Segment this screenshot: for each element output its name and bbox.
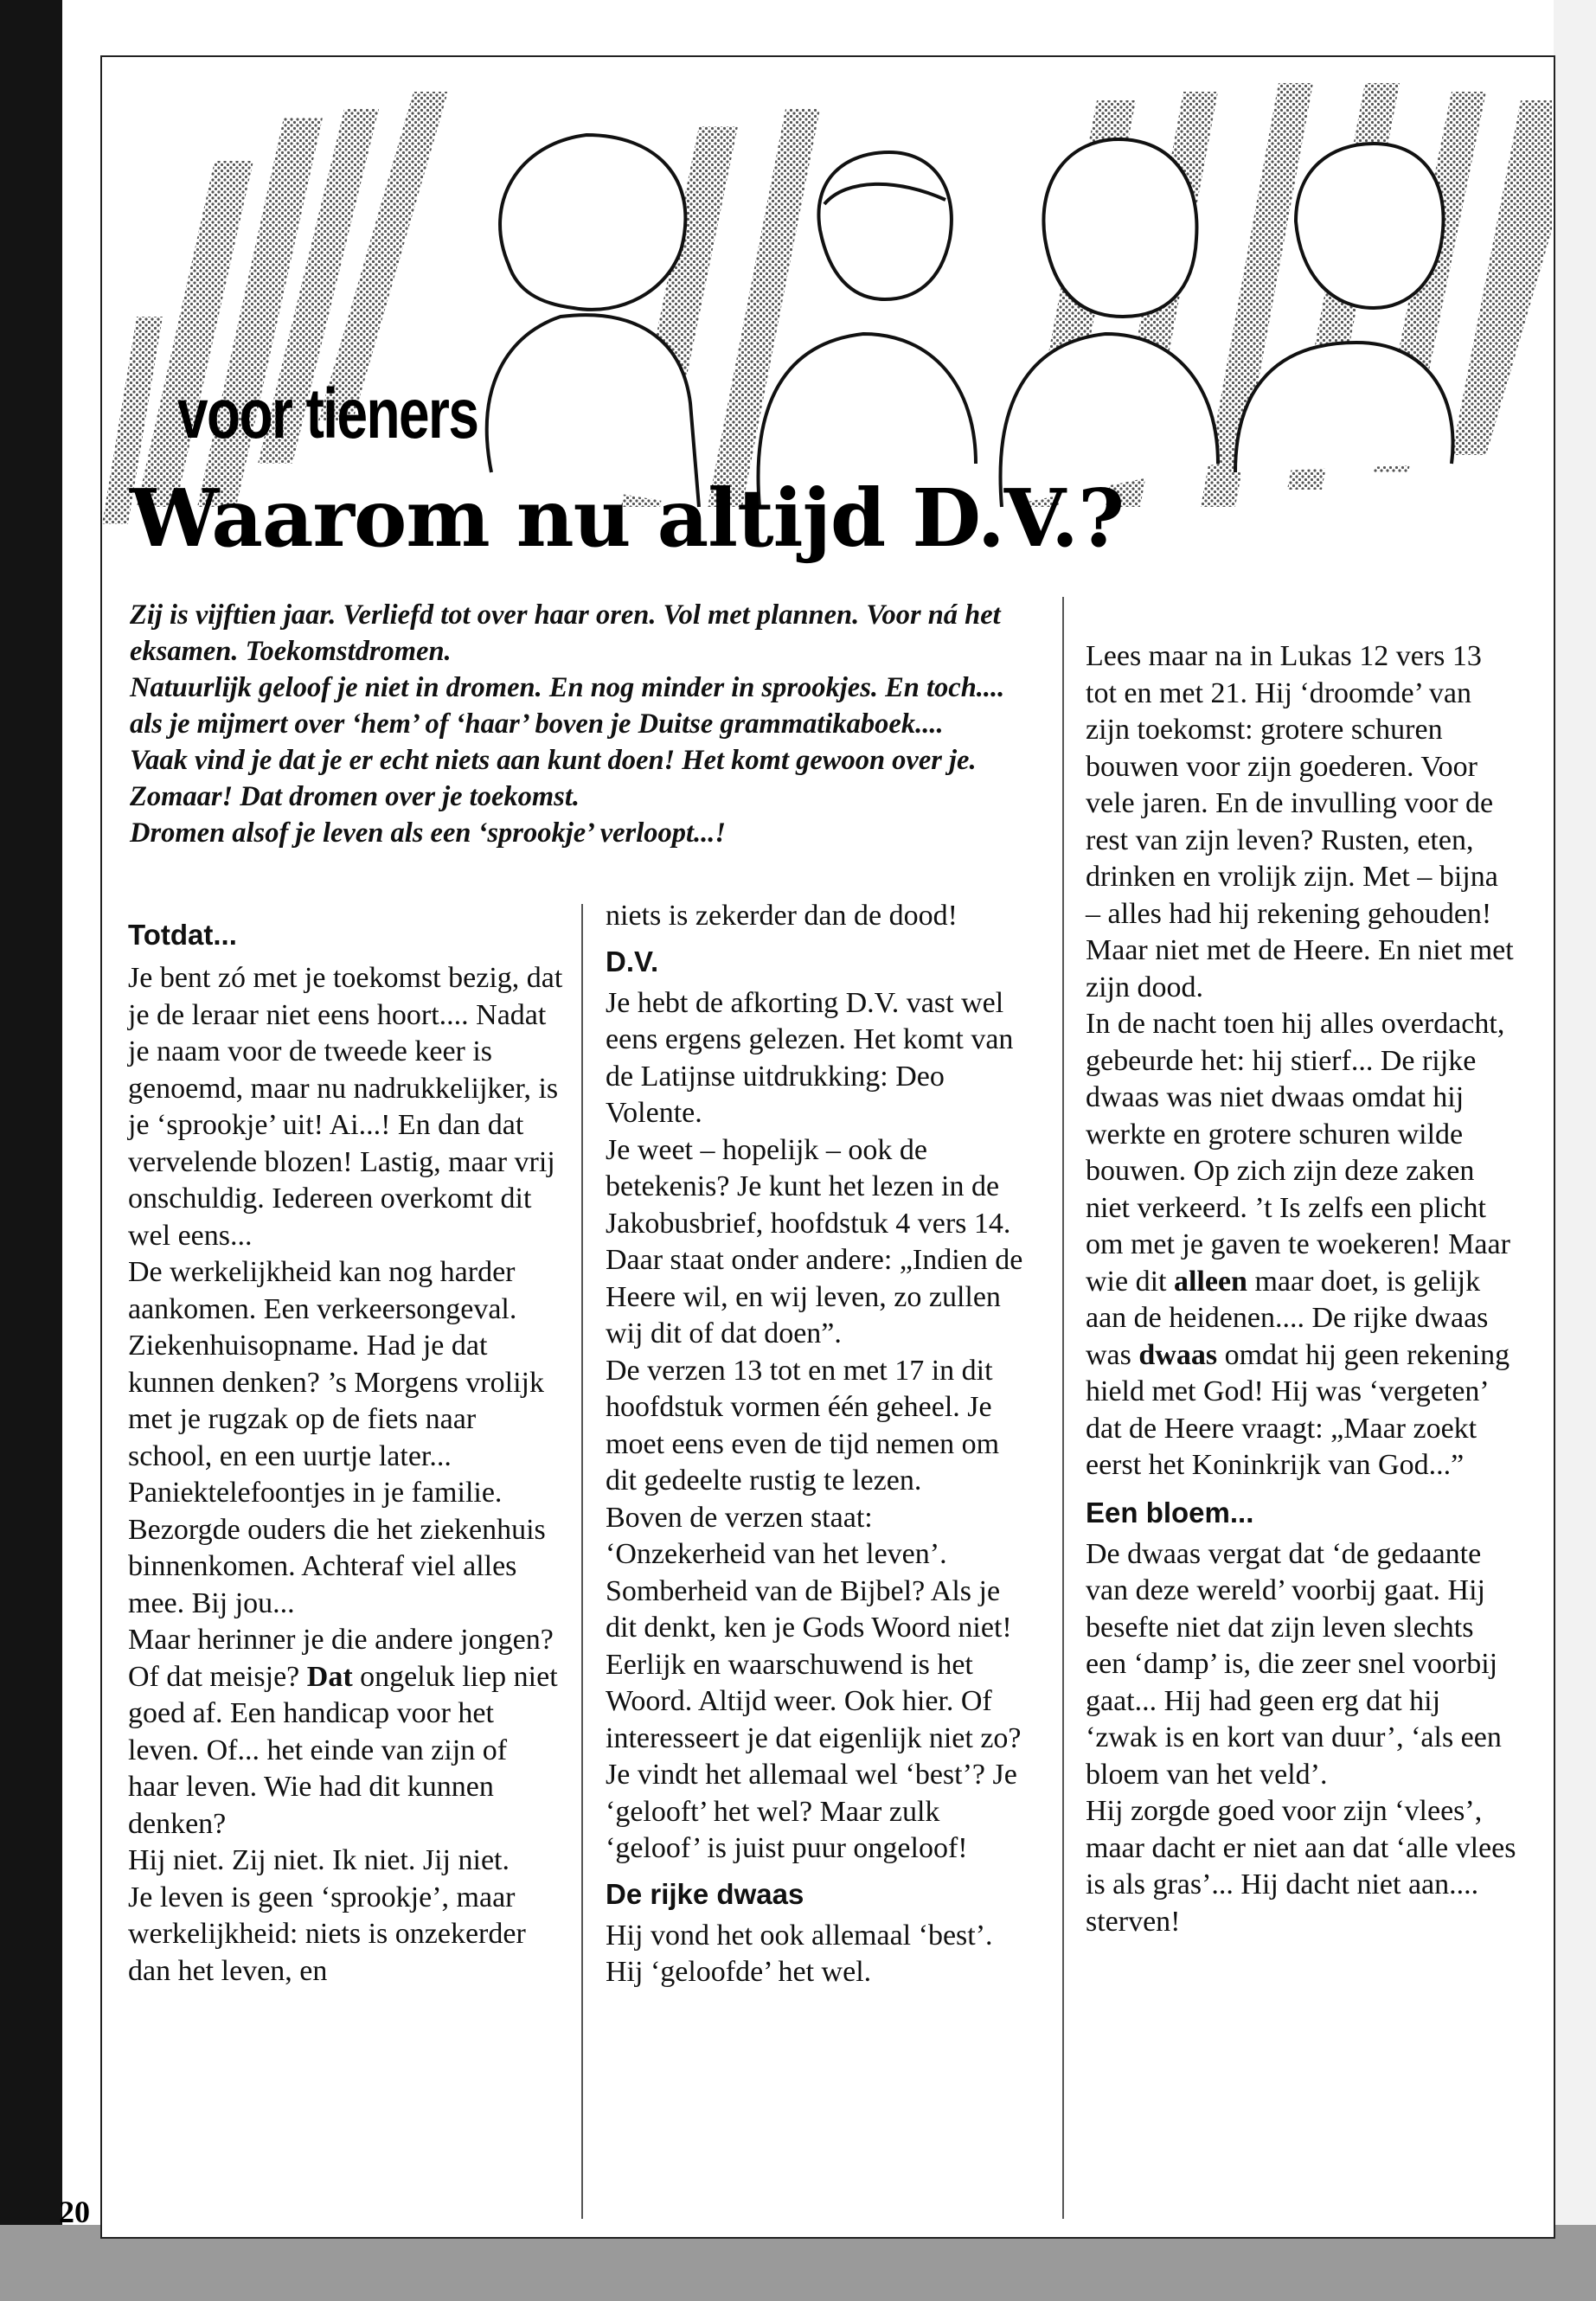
heading-totdat: Totdat... xyxy=(128,919,237,951)
column-1 xyxy=(128,917,565,1990)
paragraph: Je weet – hopelijk – ook de betekenis? Je kunt het lezen in de Jakobusbrief, hoofdstuk 4 vers 14. Daar staat onder andere: „Indien de Heere wil, en wij leven, zo zullen wij dit of dat doen”. xyxy=(606,1133,1023,1349)
paragraph: De dwaas vergat dat ‘de gedaante van deze wereld’ voorbij gaat. Hij besefte niet dat zijn leven slechts een ‘damp’ is, die zeer snel voorbij gaat... Hij had geen erg dat hij ‘zwak is en kort van duur’, ‘als een bloem van het veld’. xyxy=(1086,1537,1502,1791)
paragraph: Lees maar na in Lukas 12 vers 13 tot en met 21. Hij ‘droomde’ van zijn toekomst: grotere schuren bouwen voor zijn goederen. Voor vele jaren. En de invulling voor de rest van zijn leven? Rusten, eten, drinken en vrolijk zijn. Met – bijna – alles had hij rekening gehouden! Maar niet met de Heere. En niet met zijn dood. xyxy=(1086,640,1514,1003)
intro-line: Zij is vijftien jaar. Verliefd tot over haar oren. Vol met plannen. Voor ná het eksamen. Toekomstdromen. xyxy=(130,599,1001,667)
paragraph: Je leven is geen ‘sprookje’, maar werkelijkheid: niets is onzekerder dan het leven, en xyxy=(128,1881,526,1987)
paragraph: Boven de verzen staat: ‘Onzekerheid van het leven’. Somberheid van de Bijbel? Als je dit denkt, ken je Gods Woord niet! Eerlijk en waarschuwend is het Woord. Altijd weer. Ook hier. Of interesseert je dat eigenlijk niet zo? Je vindt het allemaal wel ‘best’? Je ‘gelooft’ het wel? Maar zulk ‘geloof’ is juist puur ongeloof! xyxy=(606,1501,1022,1864)
scan-edge-left xyxy=(0,0,62,2301)
intro-paragraph xyxy=(130,597,1034,851)
paragraph: In de nacht toen hij alles overdacht, gebeurde het: hij stierf... De rijke dwaas was niet dwaas omdat hij werkte en grotere schuren wilde bouwen. Op zich zijn deze zaken niet verkeerd. ’t Is zelfs een plicht om met je gaven te woekeren! Maar wie dit alleen maar doet, is gelijk aan de heidenen.... De rijke dwaas was dwaas omdat hij geen rekening hield met God! Hij was ‘vergeten’ dat de Heere vraagt: „Maar zoekt eerst het Koninkrijk van God...” xyxy=(1086,1008,1510,1481)
column-2 xyxy=(606,898,1034,1991)
heading-dv: D.V. xyxy=(606,945,659,977)
heading-de-rijke-dwaas: De rijke dwaas xyxy=(606,1877,804,1910)
scan-edge-right xyxy=(1554,0,1596,2301)
column-rule-1 xyxy=(581,904,583,2219)
intro-line: Natuurlijk geloof je niet in dromen. En nog minder in sprookjes. En toch.... als je mijmert over ‘hem’ of ‘haar’ boven je Duitse grammatikaboek.... xyxy=(130,672,1005,740)
intro-line: Vaak vind je dat je er echt niets aan kunt doen! Het komt gewoon over je. Zomaar! Dat dromen over je toekomst. xyxy=(130,745,977,812)
section-kicker: voor tieners xyxy=(177,375,478,453)
paragraph: De werkelijkheid kan nog harder aankomen. Een verkeersongeval. Ziekenhuisopname. Had je dat kunnen denken? ’s Morgens vrolijk met je rugzak op de fiets naar school, en een uurtje later... Paniektelefoontjes in je familie. Bezorgde ouders die het ziekenhuis binnenkomen. Achteraf viel alles mee. Bij jou... xyxy=(128,1256,546,1619)
paragraph: Hij zorgde goed voor zijn ‘vlees’, maar dacht er niet aan dat ‘alle vlees is als gras’... Hij dacht niet aan.... sterven! xyxy=(1086,1795,1516,1938)
figure-3 xyxy=(1001,139,1219,507)
column-rule-2 xyxy=(1062,597,1064,2219)
intro-line: Dromen alsof je leven als een ‘sprookje’ verloopt...! xyxy=(130,817,727,849)
heading-een-bloem: Een bloem... xyxy=(1086,1496,1254,1529)
paragraph: De verzen 13 tot en met 17 in dit hoofdstuk vormen één geheel. Je moet eens even de tijd nemen om dit gedeelte rustig te lezen. xyxy=(606,1354,1000,1497)
column-3 xyxy=(1086,638,1518,1940)
paragraph: Maar herinner je die andere jongen? Of dat meisje? Dat ongeluk liep niet goed af. Een handicap voor het leven. Of... het einde van zijn of haar leven. Wie had dit kunnen denken? xyxy=(128,1624,558,1840)
paragraph: Je hebt de afkorting D.V. vast wel eens ergens gelezen. Het komt van de Latijnse uitdrukking: Deo Volente. xyxy=(606,986,1014,1129)
paragraph-continued: niets is zekerder dan de dood! xyxy=(606,900,958,932)
paragraph: Hij niet. Zij niet. Ik niet. Jij niet. xyxy=(128,1844,510,1876)
paragraph: Hij vond het ook allemaal ‘best’. Hij ‘geloofde’ het wel. xyxy=(606,1919,993,1988)
paragraph: Je bent zó met je toekomst bezig, dat je de leraar niet eens hoort.... Nadat je naam voor de tweede keer is genoemd, maar nu nadrukkelijker, is je ‘sprookje’ uit! Ai...! En dan dat vervelende blozen! Lastig, maar vrij onschuldig. Iedereen overkomt dit wel eens... xyxy=(128,962,563,1252)
page-number: 20 xyxy=(59,2195,90,2229)
page-title: Waarom nu altijd D.V.? xyxy=(130,471,1124,565)
